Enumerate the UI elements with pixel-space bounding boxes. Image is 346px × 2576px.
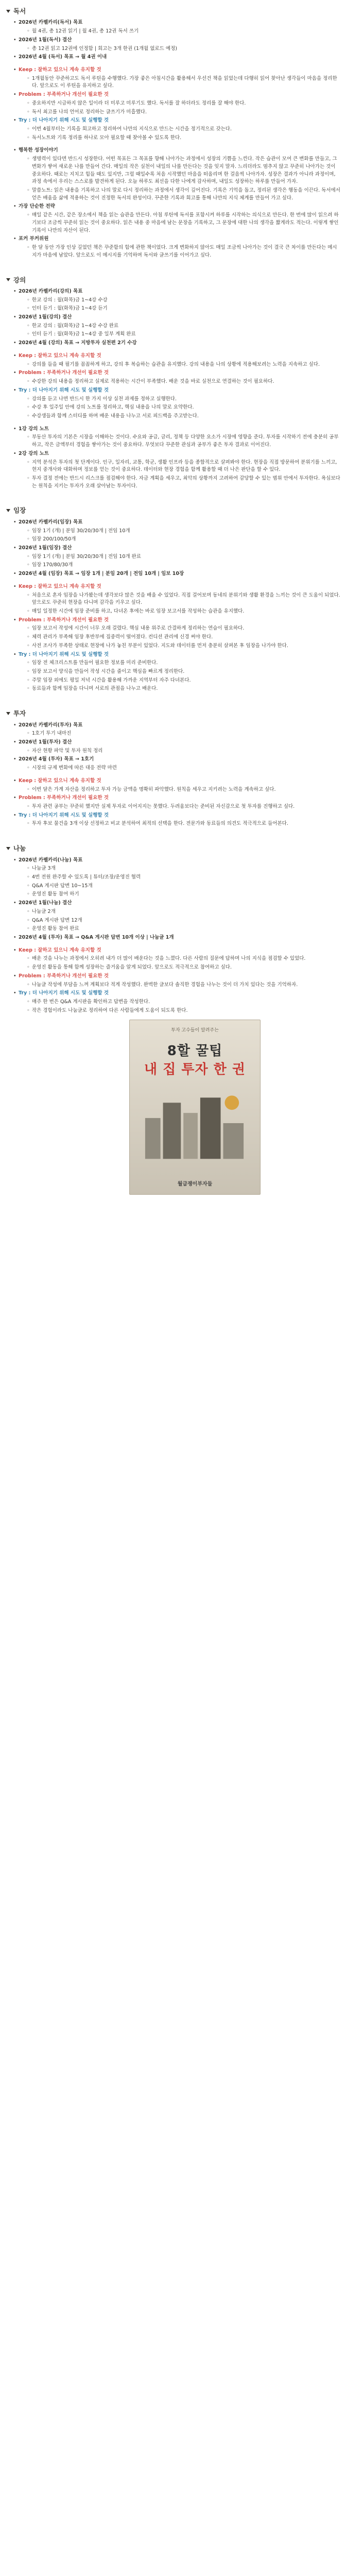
sub-list <box>19 434 341 449</box>
sub-list-item <box>26 126 341 133</box>
list-item-text: 나눔글 3개 <box>32 866 56 872</box>
sub-list <box>19 730 341 738</box>
sub-list-item <box>26 361 341 369</box>
sub-list <box>19 786 341 794</box>
list-item-text: 운영진 활동 참여 완료 <box>32 926 79 932</box>
list-item-text: 포커 부커위원 <box>19 236 49 242</box>
sub-list-item <box>26 955 341 963</box>
sub-list-item <box>26 668 341 676</box>
bullet-list <box>26 908 341 933</box>
sub-list-item <box>26 28 341 36</box>
triangle-down-icon[interactable] <box>6 278 10 281</box>
sub-list-item <box>26 536 341 544</box>
bullet-list <box>26 528 341 544</box>
list-item-text: 1호기 투기 내마진 <box>32 731 72 737</box>
kpt-item <box>12 617 341 650</box>
bullet-list <box>26 820 341 828</box>
note-item <box>12 203 341 234</box>
list-item-text: Try : 더 나아지기 위해 시도 및 실행할 것 <box>19 990 109 996</box>
list-item-text: Keep : 잘하고 있으니 계속 유지할 것 <box>19 352 101 359</box>
bullet-list <box>26 126 341 142</box>
list-item-text: Problem : 부족하거나 개선이 필요한 것 <box>19 370 109 376</box>
list-item-text: 2강 강의 노트 <box>19 450 49 456</box>
book-publisher: 월급쟁이부자들 <box>177 1181 213 1187</box>
section-body <box>5 519 341 693</box>
sub-list-item <box>26 378 341 386</box>
bullet-list <box>26 730 341 738</box>
spacer <box>12 579 341 582</box>
bullet-list <box>26 659 341 693</box>
sub-list <box>19 592 341 616</box>
list-item-text: Keep : 잘하고 있으니 계속 유지할 것 <box>19 583 101 589</box>
kpt-item <box>12 583 341 616</box>
sub-list-item <box>26 244 341 259</box>
bullet-list <box>26 803 341 811</box>
sub-list <box>19 528 341 544</box>
sub-list <box>19 361 341 369</box>
bullet-list <box>12 777 341 828</box>
sub-list <box>19 212 341 234</box>
bullet-list <box>12 426 341 490</box>
list-item-text: Keep : 잘하고 있으니 계속 유지할 것 <box>19 777 101 784</box>
list-item-text: 강의를 듣고 나면 반드시 한 가지 이상 실천 과제를 정하고 실행한다. <box>32 396 177 402</box>
spacer <box>12 773 341 776</box>
list-item-text: 지역 분석은 투자의 첫 단계이다. 인구, 일자리, 교통, 학군, 생활 인프라 등을 종합적으로 살펴봐야 한다. 현장을 직접 방문하여 분위기를 느끼고, 현지 중개사와 대화하며 정보를 얻는 것이 중요하다. 데이터와 현장 경험을 함께 활용할 때 더 나은 판단을 할 수 있다. <box>32 459 337 473</box>
goal-item <box>12 934 341 942</box>
list-item-text: 투자 결정 전에는 반드시 리스크를 점검해야 한다. 자금 계획을 세우고, 최악의 상황까지 고려하여 감당할 수 있는 범위 안에서 투자한다. 욕심보다는 원칙을 지키는 투자가 오래 살아남는 투자이다. <box>32 475 340 489</box>
list-item-text: Problem : 부족하거나 개선이 필요한 것 <box>19 92 109 98</box>
sub-list <box>19 156 341 202</box>
book-title-line1: 8할 꿀팁 <box>167 1043 223 1059</box>
list-item-text: 이번 4월부터는 기록을 회고하고 정리하여 나만의 지식으로 만드는 시간을 정기적으로 갖는다. <box>32 126 232 132</box>
goal-item <box>12 756 341 772</box>
sub-list-item <box>26 883 341 890</box>
sub-list-item <box>26 134 341 142</box>
sub-list <box>19 28 341 36</box>
sub-list <box>19 297 341 313</box>
bullet-list <box>26 748 341 755</box>
goal-item <box>12 857 341 899</box>
kpt-item <box>12 794 341 810</box>
bullet-list <box>26 28 341 36</box>
list-item-text: 매주 한 번은 Q&A 게시판을 확인하고 답변을 작성한다. <box>32 999 150 1005</box>
list-item-text: Problem : 부족하거나 개선이 필요한 것 <box>19 973 109 979</box>
list-item-text: 나눔글 2개 <box>32 908 56 914</box>
list-item-text: 가장 단순한 전략 <box>19 204 55 210</box>
section-toggle[interactable] <box>5 841 341 855</box>
list-item-text: 이번 달은 가계 자산을 정리하고 투자 가능 금액을 명확히 파악했다. 원칙을 세우고 지키려는 노력을 계속하고 싶다. <box>32 786 276 792</box>
kpt-item <box>12 812 341 828</box>
sub-list-item <box>26 786 341 794</box>
book-cover-image <box>129 1020 261 1195</box>
bullet-list <box>26 553 341 569</box>
section-title: 임장 <box>13 506 26 515</box>
section-body <box>5 19 341 259</box>
list-item-text: 2026년 카펠카리(독서) 목표 <box>19 20 83 26</box>
list-item-text: 수강한 강의 내용을 정리하고 실제로 적용하는 시간이 부족했다. 배운 것을 바로 실천으로 연결하는 것이 필요하다. <box>32 379 274 385</box>
sub-list <box>19 981 341 989</box>
triangle-down-icon[interactable] <box>6 847 10 850</box>
bullet-list <box>12 722 341 772</box>
section-title: 투자 <box>13 709 26 718</box>
list-item-text: 운영진 활동을 통해 함께 성장하는 즐거움을 알게 되었다. 앞으로도 적극적으로 참여하고 싶다. <box>32 964 232 971</box>
list-item-text: 작은 경험이라도 나눔글로 정리하여 다른 사람들에게 도움이 되도록 한다. <box>32 1007 188 1013</box>
document <box>5 4 341 1195</box>
sub-list-item <box>26 305 341 313</box>
list-item-text: 생명력이 있다면 반드시 성장한다. 어떤 목표든 그 목표를 향해 나아가는 과정에서 성장의 기쁨을 느낀다. 작은 습관이 모여 큰 변화를 만들고, 그 변화가 쌓여 새로운 나를 만들어 간다. 매일의 작은 실천이 내일의 나를 만든다는 것을 잊지 말자. 느리더라도 멈추지 않고 꾸준히 나아가는 것이 중요하다. 때로는 지치고 힘들 때도 있지만, 그럴 때일수록 처음 시작했던 마음을 떠올리며 한 걸음씩 나아가자. 성장은 결과가 아니라 과정이며, 과정 속에서 우리는 스스로를 발견하게 된다. 오늘 하루도 최선을 다한 나에게 감사하며, 내일도 성장하는 하루를 만들어 가자. <box>32 156 337 185</box>
sub-list <box>19 820 341 828</box>
bullet-list <box>12 857 341 942</box>
sub-list-item <box>26 964 341 972</box>
sub-list <box>19 908 341 933</box>
list-item-text: 2026년 1월(임장) 결산 <box>19 545 72 551</box>
goal-item <box>12 570 341 578</box>
section-toggle[interactable] <box>5 273 341 287</box>
bullet-list <box>26 625 341 650</box>
sub-list-item <box>26 413 341 420</box>
triangle-down-icon[interactable] <box>6 509 10 512</box>
section-0 <box>5 4 341 260</box>
sub-list <box>19 126 341 142</box>
sub-list <box>19 75 341 90</box>
bullet-list <box>26 434 341 449</box>
section-title: 나눔 <box>13 844 26 853</box>
book-title-line2: 내 집 투자 한 권 <box>144 1062 246 1078</box>
sub-list-item <box>26 925 341 933</box>
kpt-item <box>12 651 341 693</box>
sub-list-item <box>26 874 341 882</box>
sub-list-item <box>26 187 341 202</box>
list-item-text: 임장 200/100/50개 <box>32 536 76 543</box>
sub-list-item <box>26 803 341 811</box>
section-body <box>5 288 341 490</box>
goal-item <box>12 739 341 755</box>
list-item-text: Try : 더 나아지기 위해 시도 및 실행할 것 <box>19 651 109 657</box>
list-item-text: 주말 임장 외에도 평일 저녁 시간을 활용해 가까운 지역부터 자주 다녀본다. <box>32 677 191 683</box>
kpt-item <box>12 990 341 1014</box>
sub-list-item <box>26 212 341 234</box>
sub-list <box>19 378 341 386</box>
list-item-text: 강의를 들을 때 필기를 꼼꼼하게 하고, 강의 후 복습하는 습관을 유지했다. 강의 내용을 나의 상황에 적용해보려는 노력을 지속하고 싶다. <box>32 361 320 367</box>
kpt-item <box>12 66 341 90</box>
city-illustration-icon <box>140 1087 250 1159</box>
bullet-list <box>26 459 341 490</box>
list-item-text: 시장의 규제 변화에 따른 대응 전략 마련 <box>32 765 117 771</box>
section-3 <box>5 706 341 828</box>
bullet-list <box>26 244 341 259</box>
list-item-text: 임장 전 체크리스트를 만들어 필요한 정보를 미리 준비한다. <box>32 660 158 666</box>
list-item-text: Try : 더 나아지기 위해 시도 및 실행할 것 <box>19 387 109 393</box>
bullet-list <box>26 75 341 90</box>
sub-list-item <box>26 891 341 899</box>
list-item-text: 체력 관리가 부족해 임장 후반부에 집중력이 떨어졌다. 컨디션 관리에 신경 써야 한다. <box>32 634 213 640</box>
list-item-text: 수강생들과 함께 스터디를 하며 배운 내용을 나누고 서로 피드백을 주고받는다. <box>32 413 199 419</box>
list-item-text: 2026년 1월(독서) 결산 <box>19 37 72 43</box>
kpt-item <box>12 973 341 989</box>
sub-list-item <box>26 528 341 535</box>
bullet-list <box>26 361 341 369</box>
spacer <box>12 943 341 946</box>
bullet-list <box>26 786 341 794</box>
section-1 <box>5 273 341 490</box>
sub-list <box>19 998 341 1014</box>
sub-list-item <box>26 459 341 474</box>
section-title: 독서 <box>13 7 26 15</box>
list-item-text: 2026년 4월 (투자) 목표 → Q&A 게시판 답변 10개 이상 | 나눔글 1개 <box>19 935 174 940</box>
bullet-list <box>26 297 341 313</box>
sub-list <box>19 865 341 899</box>
sub-list <box>19 765 341 772</box>
section-toggle[interactable] <box>5 706 341 720</box>
list-item-text: 말씀노트: 읽은 내용을 기록하고 나의 말로 다시 정리하는 과정에서 생각이 깊어진다. 기록은 기억을 돕고, 정리된 생각은 행동을 이끈다. 독서에서 얻은 배움을 삶에 적용하는 것이 진정한 독서의 완성이다. 꾸준한 기록과 회고를 통해 나만의 지식 체계를 만들어 가고 싶다. <box>32 188 340 201</box>
section-body <box>5 722 341 828</box>
sub-list-item <box>26 730 341 738</box>
sub-list <box>19 459 341 490</box>
list-item-text: 매일 일정한 시간에 임장 준비를 하고, 다녀온 후에는 바로 임장 보고서를 작성하는 습관을 유지했다. <box>32 608 245 614</box>
sub-list-item <box>26 908 341 916</box>
sub-list-item <box>26 404 341 412</box>
section-title: 강의 <box>13 276 26 284</box>
spacer <box>12 421 341 425</box>
sub-list-item <box>26 634 341 641</box>
list-item-text: 2026년 카펠카리(임장) 목표 <box>19 519 83 525</box>
sub-list <box>19 803 341 811</box>
sub-list-item <box>26 659 341 667</box>
sub-list <box>19 45 341 53</box>
list-item-text: 자산 현황 파악 및 투자 원칙 정리 <box>32 748 103 754</box>
bullet-list <box>26 378 341 386</box>
bullet-list <box>26 323 341 338</box>
section-toggle[interactable] <box>5 4 341 18</box>
list-item-text: 투자 후보 물건을 3개 이상 선정하고 비교 분석하여 최적의 선택을 한다. 전문가와 동료들의 의견도 적극적으로 들어본다. <box>32 821 288 827</box>
list-item-text: 인터 듣기 : 월(화목)금 1~4강 듣기 <box>32 306 108 312</box>
list-item-text: 2026년 4월 (투자) 목표 → 1호기 <box>19 756 94 762</box>
list-item-text: 1개월동안 꾸준하고도 독서 루틴을 수행했다. 가장 좋은 아침시간을 활용해서 우선건 책을 읽었는데 다행히 읽어 찾아난 생각들이 마음을 정리한다. 앞으로도 이 루틴을 유지하고 싶다. <box>32 75 337 89</box>
sub-list-item <box>26 156 341 186</box>
list-item-text: 중요하지만 시급하지 않은 일이라 더 미루고 미루기도 했다. 독서를 잘 하더라도 정리를 잘 해야 한다. <box>32 100 246 106</box>
sub-list <box>19 748 341 755</box>
kpt-item <box>12 387 341 420</box>
bullet-list <box>26 396 341 420</box>
list-item-text: 한교 강의 : 월(화목)금 1~4강 수강 완료 <box>32 323 119 329</box>
list-item-text: 독서노트와 기록 정리를 하나로 모아 필요할 때 찾아볼 수 있도록 한다. <box>32 134 182 141</box>
list-item-text: Keep : 잘하고 있으니 계속 유지할 것 <box>19 947 101 953</box>
sub-list-item <box>26 642 341 650</box>
list-item-text: Problem : 부족하거나 개선이 필요한 것 <box>19 617 109 623</box>
list-item-text: Q&A 게시판 답변 10~15개 <box>32 883 93 889</box>
list-item-text: 독서 최고를 나의 언어로 정리하는 글쓰기가 미흡했다. <box>32 109 147 115</box>
kpt-item <box>12 117 341 142</box>
goal-item <box>12 722 341 738</box>
list-item-text: 투자 관련 공부는 꾸준히 했지만 실제 투자로 이어지지는 못했다. 두려움보다는 준비된 자신감으로 첫 투자를 진행하고 싶다. <box>32 804 295 809</box>
bullet-list <box>12 947 341 1015</box>
sub-list-item <box>26 331 341 338</box>
list-item-text: 2026년 1월(나눔) 결산 <box>19 900 72 906</box>
goal-item <box>12 37 341 53</box>
list-item-text: Q&A 게시판 답변 12개 <box>32 917 82 923</box>
kpt-item <box>12 369 341 385</box>
sub-list-item <box>26 553 341 561</box>
sub-list-item <box>26 45 341 53</box>
bullet-list <box>26 212 341 234</box>
sub-list <box>19 323 341 338</box>
list-item-text: 처음으로 혼자 임장을 나가봤는데 생각보다 많은 것을 배울 수 있었다. 직접 걸어보며 동네의 분위기와 생활 환경을 느끼는 것이 큰 도움이 되었다. 앞으로도 꾸준히 현장을 다니며 감각을 키우고 싶다. <box>32 592 340 606</box>
sub-list <box>19 396 341 420</box>
list-item-text: 임장 보고서 작성에 시간이 너무 오래 걸렸다. 핵심 내용 위주로 간결하게 정리하는 연습이 필요하다. <box>32 625 245 632</box>
sub-list-item <box>26 998 341 1006</box>
list-item-text: 행복한 성장이야기 <box>19 147 58 154</box>
spacer <box>12 348 341 351</box>
spacer <box>12 62 341 65</box>
bullet-list <box>26 865 341 899</box>
list-item-text: 임장 170/80/30개 <box>32 562 73 568</box>
sub-list-item <box>26 592 341 607</box>
sub-list-item <box>26 820 341 828</box>
bullet-list <box>12 66 341 142</box>
sub-list-item <box>26 1007 341 1015</box>
sub-list-item <box>26 562 341 569</box>
sub-list-item <box>26 109 341 116</box>
list-item-text: 임장 1기 (개) | 분임 30/20/30개 | 전임 10개 <box>32 528 130 534</box>
goal-item <box>12 314 341 338</box>
list-item-text: Try : 더 나아지기 위해 시도 및 실행할 것 <box>19 812 109 818</box>
list-item-text: 수강 후 일주일 안에 강의 노트를 정리하고, 핵심 내용을 나의 말로 요약한다. <box>32 404 194 411</box>
kpt-item <box>12 91 341 116</box>
sub-list <box>19 659 341 693</box>
section-4 <box>5 841 341 1195</box>
sub-list-item <box>26 100 341 108</box>
list-item-text: Problem : 부족하거나 개선이 필요한 것 <box>19 795 109 801</box>
sub-list <box>19 244 341 259</box>
list-item-text: 임장 1기 (개) | 분임 30/20/30개 | 전임 10개 완료 <box>32 553 141 560</box>
sub-list-item <box>26 917 341 925</box>
list-item-text: 총 12권 읽고 12권에 인정함 | 회고는 3개 한권 (1개월 없로드 예정) <box>32 45 177 52</box>
goal-item <box>12 54 341 61</box>
list-item-text: 부동산 투자의 기본은 시장을 이해하는 것이다. 수요와 공급, 금리, 정책 등 다양한 요소가 시장에 영향을 준다. 투자를 시작하기 전에 충분히 공부하고, 작은 금액부터 경험을 쌓아가는 것이 중요하다. 무엇보다 꾸준한 관심과 공부가 좋은 투자 결과로 이어진다. <box>32 434 339 448</box>
kpt-item <box>12 947 341 972</box>
sub-list-item <box>26 765 341 772</box>
sub-list <box>19 553 341 569</box>
sub-list-item <box>26 323 341 330</box>
sub-list-item <box>26 865 341 873</box>
list-item-text: 인터 듣기 : 월(화목)금 1~4강 중 일부 계획 완료 <box>32 331 136 337</box>
list-item-text: 4번 전원 완주할 수 있도록 | 튜터/조장/운영진 협력 <box>32 874 141 880</box>
section-2 <box>5 503 341 693</box>
list-item-text: 월 4권, 총 12권 읽기 | 월 4권, 총 12권 독서 쓰기 <box>32 28 139 35</box>
list-item-text: 2026년 4월 (임장) 목표 → 임장 1개 | 분임 20개 | 전임 10개 | 임보 10장 <box>19 571 184 577</box>
note-item <box>12 450 341 490</box>
goal-item <box>12 545 341 569</box>
book-image-wrap <box>5 1015 341 1195</box>
kpt-item <box>12 352 341 368</box>
list-item-text: 동료들과 함께 임장을 다니며 서로의 관점을 나누고 배운다. <box>32 686 158 692</box>
sub-list-item <box>26 475 341 490</box>
triangle-down-icon[interactable] <box>6 10 10 13</box>
triangle-down-icon[interactable] <box>6 712 10 715</box>
list-item-text: 나눔글 작성에 부담을 느껴 계획보다 적게 작성했다. 완벽한 글보다 솔직한 경험을 나누는 것이 더 가치 있다는 것을 기억하자. <box>32 981 298 988</box>
bullet-list <box>12 519 341 578</box>
sub-list-item <box>26 297 341 304</box>
goal-item <box>12 19 341 35</box>
section-body <box>5 857 341 1015</box>
bullet-list <box>26 765 341 772</box>
list-item-text: 2026년 4월 (강의) 목표 → 지방투자 실천편 2기 수강 <box>19 340 137 346</box>
bullet-list <box>12 19 341 61</box>
list-item-text: 2026년 4월 (독서) 목표 → 월 4권 이내 <box>19 54 107 60</box>
list-item-text: 사전 조사가 부족한 상태로 현장에 나가 놓친 부분이 있었다. 지도와 데이터를 먼저 충분히 살펴본 후 임장을 나가야 한다. <box>32 642 288 649</box>
bullet-list <box>26 998 341 1014</box>
sub-list-item <box>26 434 341 449</box>
section-toggle[interactable] <box>5 503 341 517</box>
note-item <box>12 426 341 449</box>
list-item-text: 2026년 1월(투자) 결산 <box>19 739 72 745</box>
bullet-list <box>12 583 341 693</box>
bullet-list <box>26 100 341 116</box>
book-subtitle: 투자 고수들이 알려주는 <box>171 1028 219 1033</box>
list-item-text: 2026년 카펠카리(투자) 목표 <box>19 722 83 728</box>
list-item-text: 운영진 활동 참여 하기 <box>32 891 79 897</box>
list-item-text: 매일 같은 시간, 같은 장소에서 책을 읽는 습관을 만든다. 아침 루틴에 독서를 포함시켜 하루를 시작하는 의식으로 만든다. 한 번에 많이 읽으려 하기보다 조금씩 꾸준히 읽는 것이 중요하다. 읽은 내용 중 마음에 남는 문장을 기록하고, 그 문장에 대한 나의 생각을 짧게라도 적는다. 이렇게 쌓인 기록이 나만의 자산이 된다. <box>32 212 339 233</box>
bullet-list <box>26 156 341 202</box>
bullet-list <box>26 955 341 971</box>
sub-list-item <box>26 608 341 616</box>
note-item <box>12 147 341 202</box>
bullet-list <box>26 45 341 53</box>
list-item-text: 2026년 카펠카리(나눔) 목표 <box>19 857 83 863</box>
goal-item <box>12 288 341 313</box>
list-item-text: 임장 보고서 양식을 만들어 작성 시간을 줄이고 핵심을 빠르게 정리한다. <box>32 669 185 674</box>
sub-list-item <box>26 981 341 989</box>
kpt-item <box>12 777 341 793</box>
list-item-text: 1강 강의 노트 <box>19 426 49 432</box>
bullet-list <box>12 288 341 347</box>
list-item-text: 2026년 카펠카리(강의) 목표 <box>19 288 83 294</box>
goal-item <box>12 340 341 347</box>
note-item <box>12 235 341 259</box>
sub-list-item <box>26 396 341 403</box>
bullet-list <box>12 147 341 259</box>
sub-list-item <box>26 685 341 693</box>
bullet-list <box>12 352 341 420</box>
sub-list-item <box>26 677 341 685</box>
sub-list <box>19 100 341 116</box>
sub-list-item <box>26 748 341 755</box>
bullet-list <box>26 592 341 616</box>
sub-list-item <box>26 625 341 633</box>
bullet-list <box>26 981 341 989</box>
list-item-text: 배운 것을 나누는 과정에서 오히려 내가 더 많이 배운다는 것을 느꼈다. 다른 사람의 질문에 답하며 나의 지식을 점검할 수 있었다. <box>32 956 306 962</box>
list-item-text: 2026년 1월(강의) 결산 <box>19 314 72 320</box>
list-item-text: Try : 더 나아지기 위해 시도 및 실행할 것 <box>19 117 109 124</box>
list-item-text: 한교 강의 : 월(화목)금 1~4강 수강 <box>32 297 108 303</box>
book-illustration <box>140 1087 250 1159</box>
list-item-text: 한 달 동안 가장 인상 깊었던 책은 꾸준함의 힘에 관한 책이었다. 크게 변화하지 않아도 매일 조금씩 나아가는 것이 결국 큰 차이를 만든다는 메시지가 마음에 남았다. 앞으로도 이 메시지를 기억하며 독서와 글쓰기를 이어가고 싶다. <box>32 245 337 258</box>
goal-item <box>12 900 341 933</box>
sub-list-item <box>26 75 341 90</box>
sub-list <box>19 955 341 971</box>
goal-item <box>12 519 341 544</box>
sub-list <box>19 625 341 650</box>
spacer <box>12 143 341 146</box>
list-item-text: Keep : 잘하고 있으니 계속 유지할 것 <box>19 66 101 73</box>
